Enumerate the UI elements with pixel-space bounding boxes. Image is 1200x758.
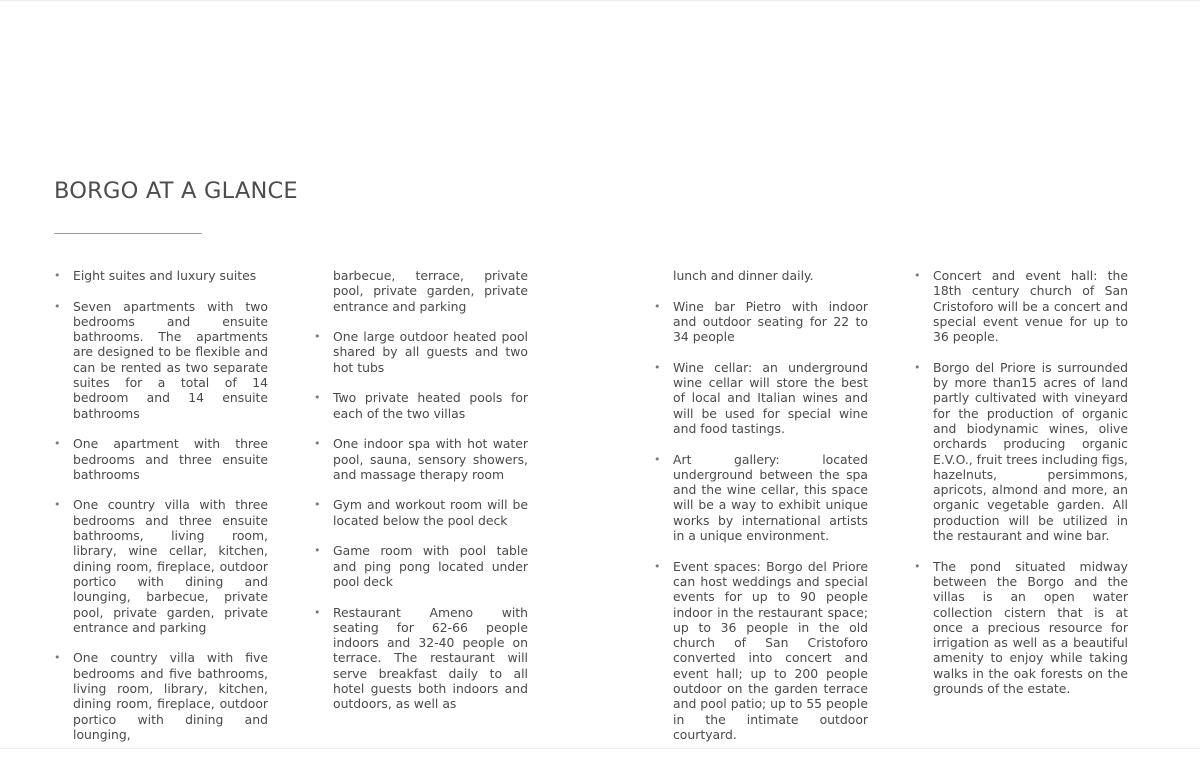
list-item-text: Event spaces: Borgo del Priore can host weddings and special events for up to 90 people indoor in the restaurant space; up to 36 people in the old church of San Cristoforo converted into concert and event hall; up to 200 people outdoor on the garden terrace and pool patio; up to 55 people in the intimate outdoor courtyard.: [673, 558, 868, 742]
column-4: [914, 268, 1128, 712]
list-item: [314, 497, 528, 528]
list-item-text: Wine bar Pietro with indoor and outdoor seating for 22 to 34 people: [673, 298, 868, 345]
list-item-text: Gym and workout room will be located below the pool deck: [333, 497, 528, 528]
list-item-text: One country villa with three bedrooms and three ensuite bathrooms, living room, library, wine cellar, kitchen, dining room, fireplace, outdoor portico with dining and lounging, barbecue, private pool, private garden, private entrance and parking: [73, 497, 268, 635]
list-item: [54, 650, 268, 742]
list-item: [654, 559, 868, 743]
bullet-icon: •: [54, 437, 61, 451]
list-item: [314, 605, 528, 712]
title-underline: [54, 233, 202, 234]
list-item: [54, 299, 268, 421]
bullet-icon: •: [654, 299, 661, 313]
column-2: [314, 268, 528, 727]
list-item-continuation: [314, 268, 528, 314]
bullet-icon: •: [54, 498, 61, 512]
list-item: [314, 390, 528, 421]
list-item-text: One indoor spa with hot water pool, sauna, sensory showers, and massage therapy room: [333, 436, 528, 482]
bullet-icon: •: [54, 269, 61, 282]
list-item-text: barbecue, terrace, private pool, private garden, private entrance and parking: [333, 268, 528, 314]
bullet-icon: •: [914, 559, 921, 573]
page-title: BORGO AT A GLANCE: [54, 178, 298, 204]
list-item-text: lunch and dinner daily.: [673, 268, 814, 283]
bullet-icon: •: [54, 651, 61, 665]
list-item-text: One large outdoor heated pool shared by all guests and two hot tubs: [333, 329, 528, 375]
bullet-icon: •: [654, 559, 661, 573]
list-item: [314, 543, 528, 589]
bullet-icon: •: [914, 360, 921, 374]
list-item-text: Restaurant Ameno with seating for 62-66 people indoors and 32-40 people on terrace. The restaurant will serve breakfast daily to all hotel guests both indoors and outdoors, as well as: [333, 604, 528, 712]
list-item: [54, 268, 268, 283]
list-item-text: Art gallery: located underground between the spa and the wine cellar, this space will be a way to exhibit unique works by international artists in a unique environment.: [673, 451, 868, 544]
list-item: [54, 436, 268, 482]
bullet-icon: •: [314, 437, 321, 451]
bullet-icon: •: [314, 605, 321, 619]
list-item-text: Concert and event hall: the 18th century church of San Cristoforo will be a concert and special event venue for up to 36 people.: [933, 268, 1128, 345]
bullet-icon: •: [654, 360, 661, 374]
list-item: [654, 360, 868, 436]
list-item: [914, 559, 1128, 697]
list-item-text: One country villa with five bedrooms and five bathrooms, living room, library, kitchen, dining room, fireplace, outdoor portico with dining and lounging,: [73, 650, 268, 742]
list-item-text: Game room with pool table and ping pong located under pool deck: [333, 543, 528, 589]
list-item-text: The pond situated midway between the Borgo and the villas is an open water collection cistern that is at once a precious resource for irrigation as well as a beautiful amenity to enjoy while taking walks in the oak forests on the grounds of the estate.: [933, 558, 1128, 697]
top-rule: [0, 0, 1200, 1]
bottom-rule: [0, 748, 1200, 749]
list-item-continuation: [654, 268, 868, 283]
list-item: [54, 497, 268, 635]
list-item: [314, 329, 528, 375]
bullet-icon: •: [314, 498, 321, 512]
list-item: [314, 436, 528, 482]
list-item-text: One apartment with three bedrooms and three ensuite bathrooms: [73, 436, 268, 482]
list-item: [914, 268, 1128, 344]
list-item: [914, 360, 1128, 544]
bullet-icon: •: [914, 269, 921, 282]
list-item: [654, 452, 868, 544]
list-item-text: Two private heated pools for each of the two villas: [333, 390, 528, 421]
list-item: [654, 299, 868, 345]
column-1: [54, 268, 268, 758]
list-item-text: Borgo del Priore is surrounded by more than15 acres of land partly cultivated with vineyard for the production of organic and biodynamic wines, olive orchards producing organic E.V.O., fruit trees including figs, hazelnuts, persimmons, apricots, almond and more, an organic vegetable garden. All production will be utilized in the restaurant and wine bar.: [933, 359, 1128, 544]
bullet-icon: •: [314, 544, 321, 558]
bullet-icon: •: [654, 452, 661, 466]
column-3: [654, 268, 868, 758]
list-item-text: Seven apartments with two bedrooms and ensuite bathrooms. The apartments are designed to be flexible and can be rented as two separate suites for a total of 14 bedroom and 14 ensuite bathrooms: [73, 298, 268, 421]
bullet-icon: •: [314, 391, 321, 405]
bullet-icon: •: [54, 299, 61, 313]
list-item-text: Wine cellar: an underground wine cellar will store the best of local and Italian wines and will be used for special wine and food tastings.: [673, 359, 868, 436]
list-item-text: Eight suites and luxury suites: [73, 268, 257, 283]
bullet-icon: •: [314, 330, 321, 344]
